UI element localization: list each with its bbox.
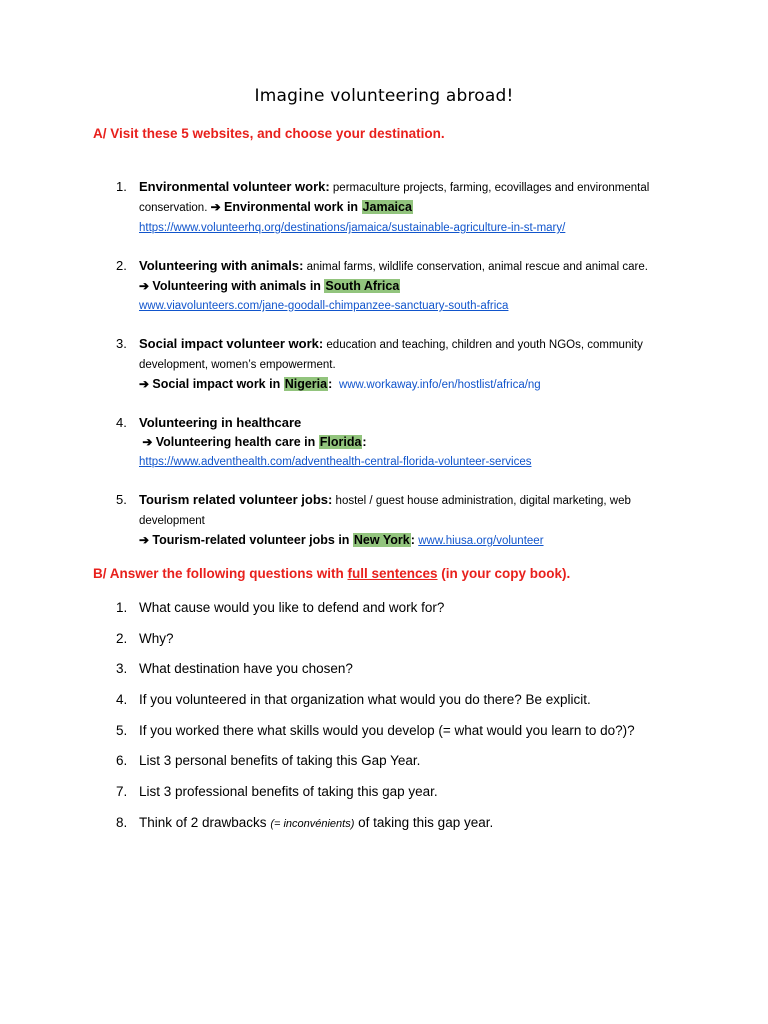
question-text: What destination have you chosen? bbox=[139, 661, 353, 677]
question-text: Think of 2 drawbacks bbox=[139, 814, 271, 830]
destination-highlight: South Africa bbox=[325, 279, 400, 293]
item-description: hostel / guest house administration, digital marketing, web development bbox=[139, 495, 631, 527]
question-item: 4. If you volunteered in that organization what would you do there? Be explicit. bbox=[116, 692, 591, 708]
item-heading: Social impact volunteer work: bbox=[139, 336, 324, 351]
item-description: permaculture projects, farming, ecovillages and environmental conservation. bbox=[139, 182, 650, 214]
question-text: Why? bbox=[139, 630, 174, 646]
question-text: List 3 personal benefits of taking this Gap Year. bbox=[139, 753, 421, 769]
item-heading: Tourism related volunteer jobs: bbox=[139, 492, 333, 507]
destination-highlight: New York bbox=[353, 533, 410, 547]
question-list bbox=[0, 600, 768, 846]
french-gloss: (= inconvénients) bbox=[270, 817, 355, 830]
list-item bbox=[116, 334, 679, 395]
list-number: 4. bbox=[116, 415, 127, 430]
question-text: What cause would you like to defend and work for? bbox=[139, 600, 445, 615]
destination-line: Environmental work in Jamaica bbox=[224, 200, 412, 214]
question-text: List 3 professional benefits of taking this gap year. bbox=[139, 784, 438, 800]
destination-line: Social impact work in Nigeria: bbox=[152, 377, 333, 391]
question-item: 7. List 3 professional benefits of taking this gap year. bbox=[116, 784, 438, 800]
question-item: 8. Think of 2 drawbacks (= inconvénients) of taking this gap year. bbox=[116, 814, 494, 830]
destination-line: Volunteering with animals in South Africa bbox=[152, 279, 400, 293]
list-item bbox=[116, 490, 679, 551]
list-number: 5. bbox=[116, 492, 127, 507]
destination-line: Volunteering health care in Florida: bbox=[155, 435, 367, 449]
destination-line: Tourism-related volunteer jobs in New York: bbox=[152, 533, 415, 547]
underlined-text: full sentences bbox=[347, 566, 438, 581]
list-number: 3. bbox=[116, 336, 127, 351]
website-link[interactable]: www.hiusa.org/volunteer bbox=[418, 535, 544, 547]
item-heading: Volunteering with animals: bbox=[139, 258, 304, 273]
destination-highlight: Florida bbox=[319, 435, 362, 449]
list-item bbox=[116, 413, 679, 472]
arrow-icon: ➔ bbox=[210, 200, 221, 214]
question-text: If you worked there what skills would you develop (= what would you learn to do?)? bbox=[139, 722, 635, 738]
arrow-icon: ➔ bbox=[139, 533, 150, 547]
arrow-icon: ➔ bbox=[139, 377, 150, 391]
destination-highlight: Nigeria bbox=[284, 377, 328, 391]
item-heading: Environmental volunteer work: bbox=[139, 179, 330, 194]
website-link[interactable]: https://www.volunteerhq.org/destinations/jamaica/sustainable-agriculture-in-st-mary/ bbox=[139, 222, 566, 234]
website-link[interactable]: www.workaway.info/en/hostlist/africa/ng bbox=[338, 379, 541, 391]
question-item: 5. If you worked there what skills would you develop (= what would you learn to do?)? bbox=[116, 722, 635, 738]
website-list bbox=[0, 177, 768, 569]
arrow-icon: ➔ bbox=[139, 279, 150, 293]
item-description: animal farms, wildlife conservation, animal rescue and animal care. bbox=[303, 261, 648, 273]
item-description: education and teaching, children and youth NGOs, community development, women’s empowerment. bbox=[139, 339, 643, 371]
arrow-icon: ➔ bbox=[142, 435, 153, 449]
section-b-heading: B/ Answer the following questions with full sentences (in your copy book). bbox=[93, 566, 571, 581]
question-item: 1. What cause would you like to defend and work for? bbox=[116, 600, 445, 615]
question-item: 3. What destination have you chosen? bbox=[116, 661, 353, 677]
list-item bbox=[116, 256, 679, 316]
item-heading: Volunteering in healthcare bbox=[139, 415, 302, 430]
destination-highlight: Jamaica bbox=[362, 200, 412, 214]
page-title: Imagine volunteering abroad! bbox=[254, 86, 514, 106]
question-text: If you volunteered in that organization what would you do there? Be explicit. bbox=[139, 692, 591, 708]
website-link[interactable]: https://www.adventhealth.com/adventhealth-central-florida-volunteer-services bbox=[139, 456, 532, 468]
list-number: 1. bbox=[116, 179, 127, 194]
list-item bbox=[116, 177, 679, 238]
question-item: 6. List 3 personal benefits of taking this Gap Year. bbox=[116, 753, 421, 769]
list-number: 2. bbox=[116, 258, 127, 273]
question-item: 2. Why? bbox=[116, 630, 174, 646]
section-a-heading: A/ Visit these 5 websites, and choose your destination. bbox=[93, 126, 445, 141]
website-link[interactable]: www.viavolunteers.com/jane-goodall-chimpanzee-sanctuary-south-africa bbox=[139, 300, 509, 312]
